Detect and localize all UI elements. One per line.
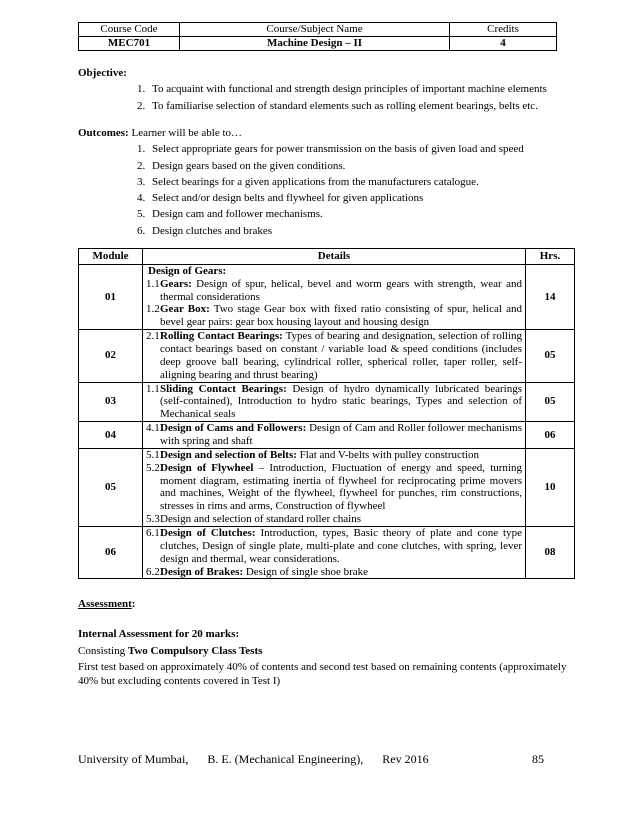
module-hours: 06 — [526, 422, 575, 449]
course-name: Machine Design – II — [180, 37, 450, 51]
outcome-item: 5. Design cam and follower mechanisms. — [148, 207, 568, 221]
module-number: 03 — [79, 382, 143, 422]
module-topic — [146, 330, 522, 381]
consisting-line — [78, 644, 578, 658]
module-row — [79, 448, 575, 526]
topic-title: Design of Flywheel — [160, 461, 254, 474]
outcome-item: 4. Select and/or design belts and flywheel for given applications — [148, 191, 568, 205]
topic-title: Design and selection of Belts: — [160, 448, 297, 461]
outcomes-section — [78, 126, 568, 240]
module-number: 04 — [79, 422, 143, 449]
topic-number: 1.2 — [146, 303, 160, 316]
assessment-heading — [78, 597, 578, 611]
topic-text — [160, 566, 522, 579]
topic-title: Gears: — [160, 277, 192, 290]
assessment-description: First test based on approximately 40% of contents and second test based on remaining contents (approximately 40% but excluding contents covered in Test I) — [78, 660, 567, 688]
module-details — [143, 422, 526, 449]
details-column-header: Details — [143, 249, 526, 265]
module-topic — [146, 566, 522, 579]
topic-text — [160, 527, 522, 566]
modules-table — [78, 248, 575, 579]
assessment-title: Assessment — [78, 598, 132, 610]
consisting-bold: Two Compulsory Class Tests — [127, 644, 263, 657]
topic-description: Flat and V-belts with pulley construction — [296, 448, 479, 461]
module-column-header: Module — [79, 249, 143, 265]
topic-number: 6.2 — [146, 565, 160, 578]
outcomes-intro: Learner will be able to… — [131, 127, 243, 139]
module-hours: 14 — [526, 264, 575, 329]
hours-column-header: Hrs. — [526, 249, 575, 265]
topic-text — [160, 330, 522, 381]
module-number: 01 — [79, 264, 143, 329]
topic-description: Two stage Gear box with fixed ratio consisting of spur, helical and bevel gear pairs: gear box housing layout and housing design — [160, 303, 522, 329]
topic-number: 5.2 — [146, 461, 160, 474]
footer-left — [78, 752, 445, 768]
topic-description: Design of hydro dynamically lubricated bearings (self-contained), Introduction to hydro static bearings, Types and selection of Mechanical seals — [160, 382, 522, 421]
module-topic — [146, 278, 522, 304]
topic-number: 5.3 — [146, 513, 160, 526]
topic-description: Introduction, types, Basic theory of plate and cone type clutches, Design of single plate, multi-plate and cone clutches, with spring, lever design and thermal, wear considerations. — [160, 527, 522, 565]
topic-number: 6.1 — [146, 527, 160, 540]
module-row — [79, 422, 575, 449]
topic-title: Design of Brakes: — [160, 565, 244, 578]
module-row — [79, 330, 575, 382]
module-details — [143, 264, 526, 329]
outcome-item: 6. Design clutches and brakes — [148, 224, 568, 238]
page-number: 85 — [532, 752, 544, 766]
module-details — [143, 382, 526, 422]
outcome-item: 3. Select bearings for a given applications from the manufacturers catalogue. — [148, 175, 568, 189]
topic-text — [160, 422, 522, 448]
module-row — [79, 264, 575, 329]
objective-item: 1. To acquaint with functional and strength design principles of important machine elements — [148, 82, 568, 96]
credits-header: Credits — [450, 23, 557, 37]
topic-description: Design of single shoe brake — [243, 565, 369, 578]
module-details — [143, 527, 526, 579]
modules-header-row — [79, 249, 575, 265]
module-topic — [146, 303, 522, 329]
internal-assessment-title: Internal Assessment for 20 marks: — [78, 628, 240, 641]
topic-text — [160, 462, 522, 513]
module-details — [143, 448, 526, 526]
topic-text — [160, 278, 522, 304]
outcome-item: 1. Select appropriate gears for power transmission on the basis of given load and speed — [148, 142, 568, 156]
outcomes-heading — [78, 126, 568, 140]
module-hours: 05 — [526, 330, 575, 382]
topic-text — [160, 303, 522, 329]
course-name-header: Course/Subject Name — [180, 23, 450, 37]
module-row — [79, 382, 575, 422]
topic-description: Types of bearing and designation, selection of rolling contact bearings based on constant / variable load & speed conditions (includes deep groove ball bearing, cylindrical roller, spherical roller, taper roller, self-aligning bearing and thrust bearing) — [160, 330, 522, 381]
topic-description: Design of Cam and Roller follower mechanisms with spring and shaft — [160, 422, 522, 448]
course-code-header: Course Code — [79, 23, 180, 37]
course-info-header-row — [79, 23, 557, 37]
outcomes-list — [78, 142, 568, 238]
module-hours: 05 — [526, 382, 575, 422]
module-hours: 08 — [526, 527, 575, 579]
outcome-item: 2. Design gears based on the given conditions. — [148, 159, 568, 173]
module-topic — [146, 449, 522, 462]
objective-section — [78, 66, 568, 115]
course-credits: 4 — [450, 37, 557, 51]
topic-number: 5.1 — [146, 448, 160, 461]
topic-number: 2.1 — [146, 330, 160, 343]
topic-text — [160, 383, 522, 422]
topic-text — [160, 449, 522, 462]
topic-number: 1.1 — [146, 382, 160, 395]
footer-program: B. E. (Mechanical Engineering), — [207, 752, 364, 766]
module-topic — [146, 513, 522, 526]
module-hours: 10 — [526, 448, 575, 526]
modules-body — [79, 264, 575, 579]
topic-number: 1.1 — [146, 277, 160, 290]
module-details — [143, 330, 526, 382]
topic-title: Gear Box: — [160, 303, 210, 316]
module-number: 05 — [79, 448, 143, 526]
topic-description: Design and selection of standard roller chains — [160, 513, 361, 526]
course-code: MEC701 — [79, 37, 180, 51]
module-heading: Design of Gears: — [148, 264, 227, 277]
objective-item: 2. To familiarise selection of standard elements such as rolling element bearings, belts etc. — [148, 99, 568, 113]
topic-title: Design of Clutches: — [160, 527, 256, 540]
assessment-colon: : — [131, 598, 136, 610]
objective-title: Objective: — [78, 67, 127, 79]
topic-text — [160, 513, 522, 526]
outcomes-title: Outcomes: — [78, 127, 129, 139]
course-info-value-row — [79, 37, 557, 51]
objective-list — [78, 82, 568, 113]
course-info-table — [78, 22, 557, 51]
assessment-section — [78, 597, 578, 688]
footer-revision: Rev 2016 — [382, 752, 429, 766]
module-number: 02 — [79, 330, 143, 382]
module-number: 06 — [79, 527, 143, 579]
topic-number: 4.1 — [146, 422, 160, 435]
module-topic — [146, 527, 522, 566]
footer-university: University of Mumbai, — [78, 752, 189, 766]
topic-description: – Introduction, Fluctuation of energy and speed, turning moment diagram, estimating inertia of flywheel for reciprocating prime movers and machines, Weight of the flywheel, flywheel for punches, rim constructions, stresses in rims and arms, Construction of flywheel — [160, 461, 522, 513]
page-footer — [78, 752, 544, 768]
topic-title: Sliding Contact Bearings: — [160, 382, 287, 395]
module-topic — [146, 383, 522, 422]
topic-description: Design of spur, helical, bevel and worm gears with strength, wear and thermal considerations — [160, 277, 522, 303]
module-row — [79, 527, 575, 579]
topic-title: Design of Cams and Followers: — [160, 422, 307, 435]
module-topic — [146, 462, 522, 513]
consisting-prefix: Consisting — [78, 644, 128, 657]
topic-title: Rolling Contact Bearings: — [160, 330, 283, 343]
module-topic — [146, 422, 522, 448]
